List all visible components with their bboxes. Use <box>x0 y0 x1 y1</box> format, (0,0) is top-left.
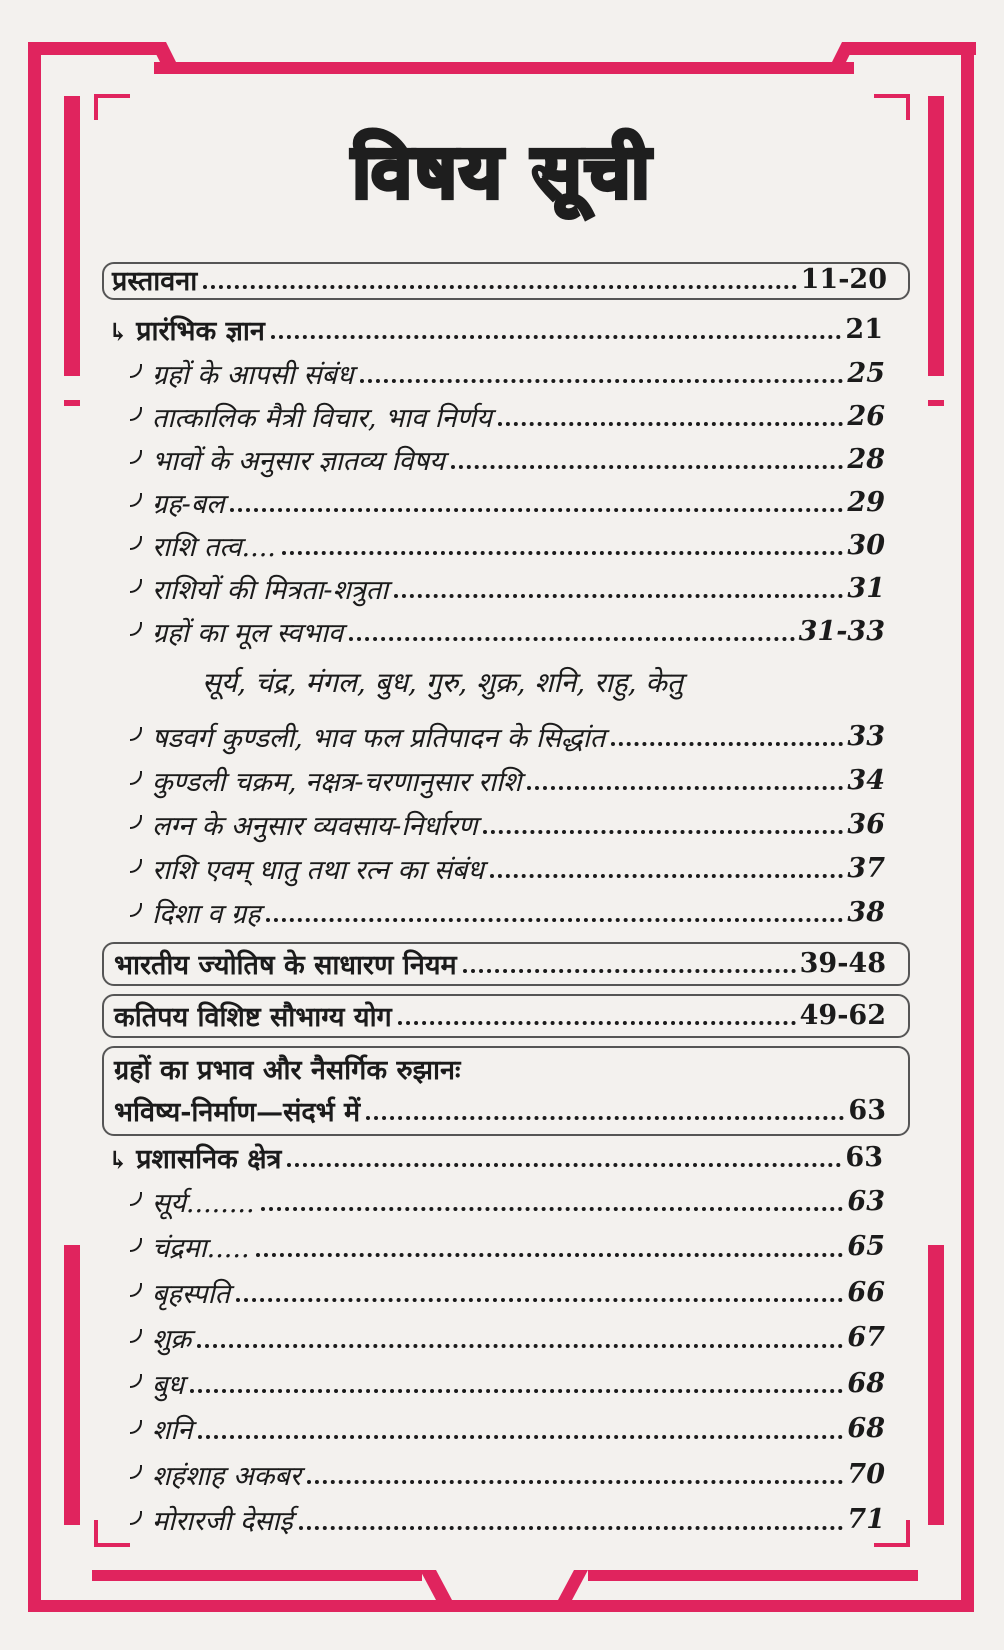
toc-entry[interactable]: कुण्डली चक्रम, नक्षत्र-चरणानुसार राशि 34 <box>130 760 885 800</box>
bullet-icon <box>130 450 142 464</box>
bullet-icon <box>130 1238 142 1252</box>
bullet-icon <box>130 1465 142 1479</box>
box3-line1: ग्रहों का प्रभाव और नैसर्गिक रुझानः <box>114 1055 461 1086</box>
toc-entry[interactable]: लग्न के अनुसार व्यवसाय-निर्धारण 36 <box>130 804 885 844</box>
bullet-icon <box>130 579 142 593</box>
toc-entry-intro[interactable]: प्रस्तावना 11-20 <box>112 263 887 297</box>
toc-entry[interactable]: ग्रह-बल 29 <box>130 482 885 522</box>
toc-entry[interactable]: बृहस्पति 66 <box>130 1272 885 1312</box>
bullet-icon <box>130 771 142 785</box>
toc-entry[interactable]: शनि 68 <box>130 1409 885 1449</box>
toc-entry[interactable]: ग्रहों के आपसी संबंध 25 <box>130 353 885 393</box>
toc-entry[interactable]: तात्कालिक मैत्री विचार, भाव निर्णय 26 <box>130 396 885 436</box>
arrow-icon: ↳ <box>108 316 129 346</box>
toc-entry[interactable]: राशि तत्व.... 30 <box>130 525 885 565</box>
bullet-icon <box>130 1374 142 1388</box>
toc-entry[interactable]: सूर्य........ 63 <box>130 1181 885 1221</box>
planets-line: सूर्य, चंद्र, मंगल, बुध, गुरु, शुक्र, शनि, राहु, केतु <box>202 666 683 699</box>
toc-entry-bhavishya-nirman[interactable]: भविष्य-निर्माण—संदर्भ में 63 <box>114 1094 886 1128</box>
toc-entry-bhartiya-jyotish[interactable]: भारतीय ज्योतिष के साधारण नियम 39-48 <box>114 947 886 981</box>
toc-section-prashasanik[interactable]: ↳ प्रशासनिक क्षेत्र 63 <box>108 1141 883 1175</box>
bullet-icon <box>130 1283 142 1297</box>
toc-entry-saubhagya-yog[interactable]: कतिपय विशिष्ट सौभाग्य योग 49-62 <box>114 999 886 1033</box>
toc-entry[interactable]: शहंशाह अकबर 70 <box>130 1454 885 1494</box>
toc-entry[interactable]: चंद्रमा..... 65 <box>130 1227 885 1267</box>
bullet-icon <box>130 536 142 550</box>
bullet-icon <box>130 903 142 917</box>
bullet-icon <box>130 1192 142 1206</box>
toc-entry[interactable]: दिशा व ग्रह 38 <box>130 892 885 932</box>
bullet-icon <box>130 407 142 421</box>
bullet-icon <box>130 493 142 507</box>
toc-section-prarambhik[interactable]: ↳ प्रारंभिक ज्ञान 21 <box>108 313 883 347</box>
bullet-icon <box>130 1420 142 1434</box>
toc-entry[interactable]: राशियों की मित्रता-शत्रुता 31 <box>130 568 885 608</box>
toc-entry[interactable]: बुध 68 <box>130 1363 885 1403</box>
toc-entry[interactable]: भावों के अनुसार ज्ञातव्य विषय 28 <box>130 439 885 479</box>
bullet-icon <box>130 815 142 829</box>
page-title: विषय सूची <box>352 129 652 215</box>
bullet-icon <box>130 859 142 873</box>
toc-entry[interactable]: मोरारजी देसाई 71 <box>130 1500 885 1540</box>
toc-entry[interactable]: राशि एवम् धातु तथा रत्न का संबंध 37 <box>130 848 885 888</box>
bullet-icon <box>130 622 142 636</box>
toc-entry[interactable]: शुक्र 67 <box>130 1318 885 1358</box>
bullet-icon <box>130 1511 142 1525</box>
bullet-icon <box>130 727 142 741</box>
toc-entry[interactable]: षडवर्ग कुण्डली, भाव फल प्रतिपादन के सिद्धांत 33 <box>130 716 885 756</box>
bullet-icon <box>130 1329 142 1343</box>
toc-entry[interactable]: ग्रहों का मूल स्वभाव 31-33 <box>130 611 885 651</box>
bullet-icon <box>130 364 142 378</box>
arrow-icon: ↳ <box>108 1144 129 1174</box>
